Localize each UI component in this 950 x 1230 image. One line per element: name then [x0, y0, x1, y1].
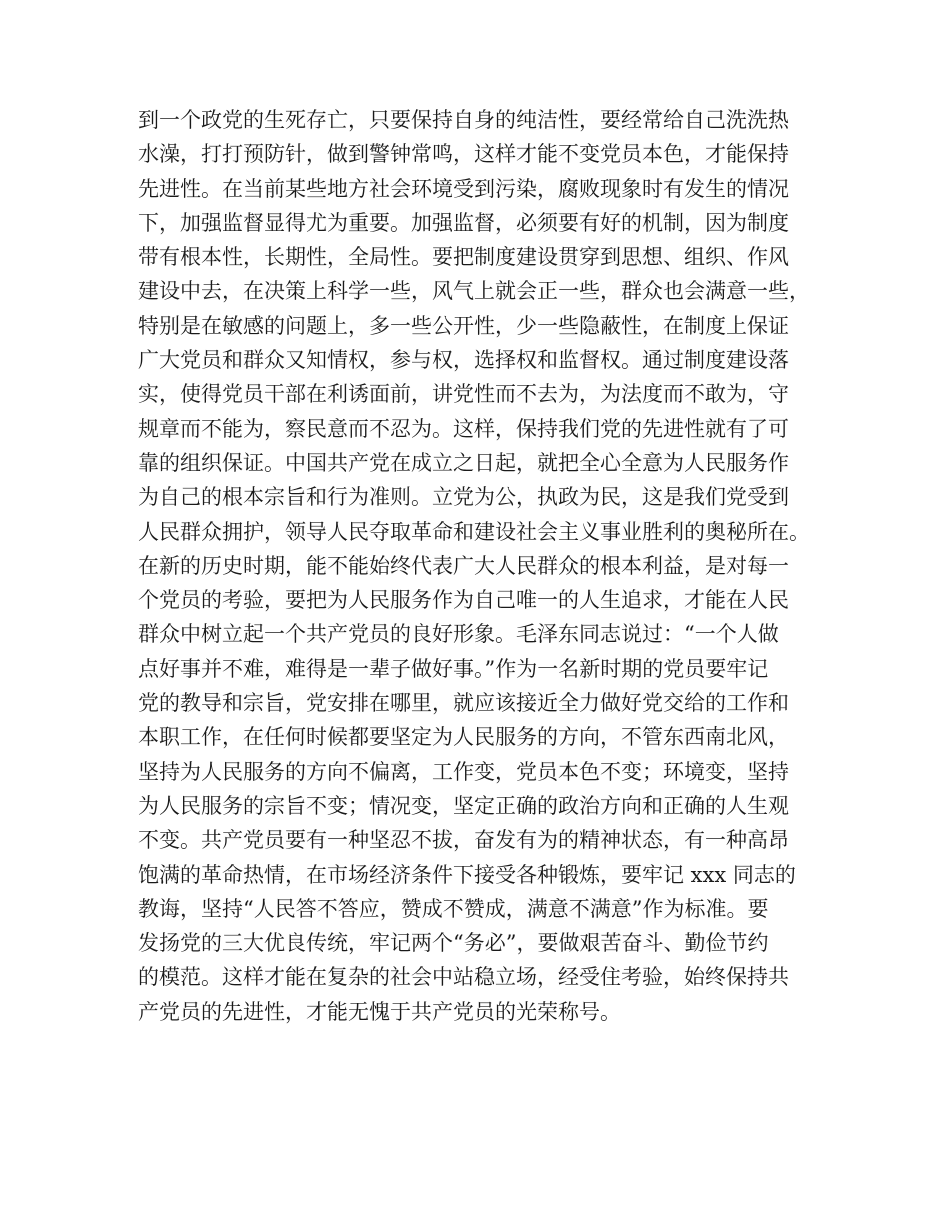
- text-line: 下，加强监督显得尤为重要。加强监督，必须要有好的机制，因为制度: [138, 210, 789, 235]
- text-line: 建设中去，在决策上科学一些，风气上就会正一些，群众也会满意一些，: [138, 279, 810, 304]
- text-line: 的模范。这样才能在复杂的社会中站稳立场，经受住考验，始终保持共: [138, 965, 789, 990]
- text-line: 到一个政党的生死存亡，只要保持自身的纯洁性，要经常给自己洗洗热: [138, 108, 789, 132]
- text-line: 群众中树立起一个共产党员的良好形象。毛泽东同志说过：“一个人做: [138, 622, 779, 647]
- text-line: 教诲，坚持“人民答不答应，赞成不赞成，满意不满意”作为标准。要: [138, 896, 769, 921]
- text-line: 特别是在敏感的问题上，多一些公开性，少一些隐蔽性，在制度上保证: [138, 313, 789, 338]
- text-line: 不变。共产党员要有一种坚忍不拔，奋发有为的精神状态，有一种高昂: [138, 828, 789, 853]
- text-line: 个党员的考验，要把为人民服务作为自己唯一的人生追求，才能在人民: [138, 588, 789, 613]
- text-line: 为人民服务的宗旨不变；情况变，坚定正确的政治方向和正确的人生观: [138, 793, 789, 818]
- text-line: 点好事并不难，难得是一辈子做好事。”作为一名新时期的党员要牢记: [138, 656, 769, 681]
- text-line: 广大党员和群众又知情权，参与权，选择权和监督权。通过制度建设落: [138, 348, 789, 373]
- text-line: 发扬党的三大优良传统，牢记两个“务必”，要做艰苦奋斗、勤俭节约: [138, 931, 769, 956]
- text-line: 党的教导和宗旨，党安排在哪里，就应该接近全力做好党交给的工作和: [138, 691, 789, 716]
- text-line: 坚持为人民服务的方向不偏离，工作变，党员本色不变；环境变，坚持: [138, 759, 789, 784]
- body-paragraph: [138, 103, 838, 1029]
- text-line: 实，使得党员干部在利诱面前，讲党性而不去为，为法度而不敢为，守: [138, 382, 789, 407]
- text-line: 人民群众拥护，领导人民夺取革命和建设社会主义事业胜利的奥秘所在。: [138, 519, 810, 544]
- text-line: 在新的历史时期，能不能始终代表广大人民群众的根本利益，是对每一: [138, 553, 789, 578]
- text-line: 饱满的革命热情，在市场经济条件下接受各种锻炼，要牢记 xxx 同志的: [138, 862, 796, 887]
- text-line: 规章而不能为，察民意而不忍为。这样，保持我们党的先进性就有了可: [138, 416, 789, 441]
- text-line: 先进性。在当前某些地方社会环境受到污染，腐败现象时有发生的情况: [138, 176, 789, 201]
- text-line: 本职工作，在任何时候都要坚定为人民服务的方向，不管东西南北风，: [138, 725, 789, 750]
- text-line: 靠的组织保证。中国共产党在成立之日起，就把全心全意为人民服务作: [138, 450, 789, 475]
- text-line: 水澡，打打预防针，做到警钟常鸣，这样才能不变党员本色，才能保持: [138, 142, 789, 167]
- text-line: 产党员的先进性，才能无愧于共产党员的光荣称号。: [138, 999, 621, 1024]
- text-line: 带有根本性，长期性，全局性。要把制度建设贯穿到思想、组织、作风: [138, 245, 789, 270]
- text-line: 为自己的根本宗旨和行为准则。立党为公，执政为民，这是我们党受到: [138, 485, 789, 510]
